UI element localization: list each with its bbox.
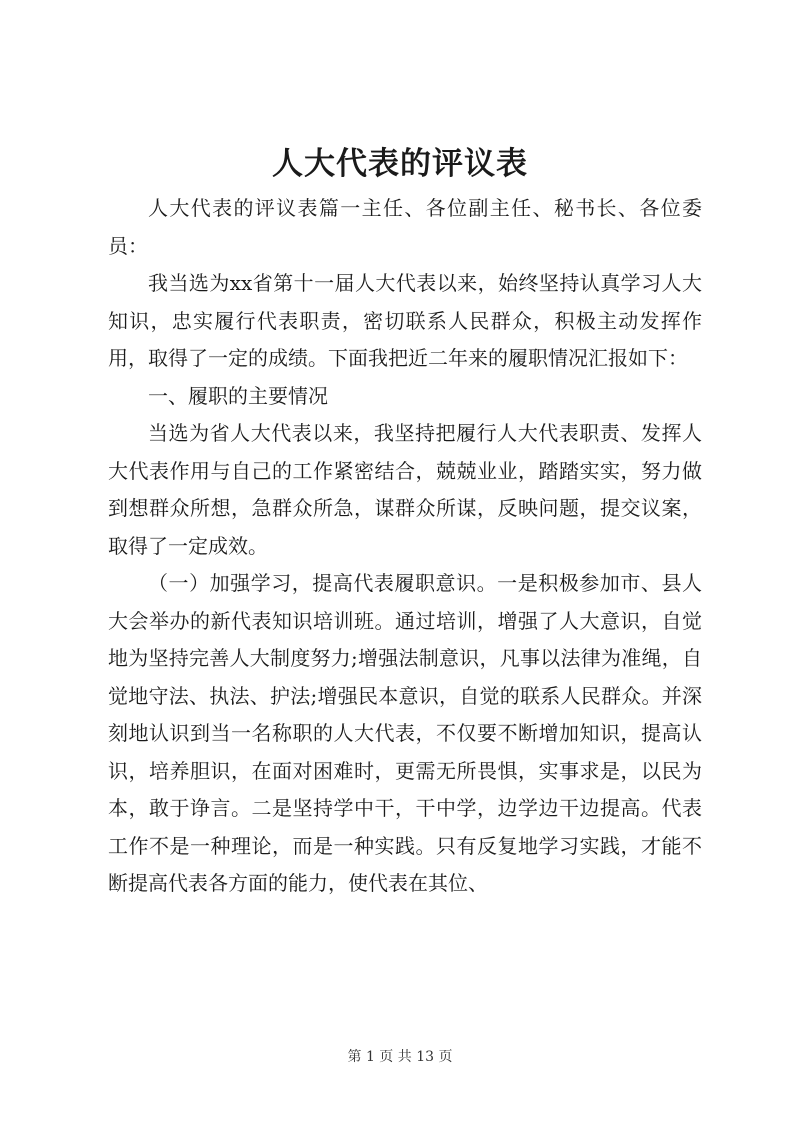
section-heading: 一、履职的主要情况 [148, 383, 328, 408]
paragraph-overview: 当选为省人大代表以来，我坚持把履行人大代表职责、发挥人大代表作用与自己的工作紧密结合，兢兢业业，踏踏实实，努力做到想群众所想，急群众所急，谋群众所谋，反映问题，提交议案，取得了一定成效。 [108, 421, 702, 558]
paragraph-salutation: 人大代表的评议表篇一主任、各位副主任、秘书长、各位委员： [108, 196, 702, 258]
paragraph-intro: 我当选为xx省第十一届人大代表以来，始终坚持认真学习人大知识，忠实履行代表职责，密切联系人民群众，积极主动发挥作用，取得了一定的成绩。下面我把近二年来的履职情况汇报如下： [108, 271, 702, 370]
paragraph-study: （一）加强学习，提高代表履职意识。一是积极参加市、县人大会举办的新代表知识培训班。通过培训，增强了人大意识，自觉地为坚持完善人大制度努力;增强法制意识，凡事以法律为准绳，自觉地守法、执法、护法;增强民本意识，自觉的联系人民群众。并深刻地认识到当一名称职的人大代表，不仅要不断增加知识，提高认识，培养胆识，在面对困难时，更需无所畏惧，实事求是，以民为本，敢于诤言。二是坚持学中干，干中学，边学边干边提高。代表工作不是一种理论，而是一种实践。只有反复地学习实践，才能不断提高代表各方面的能力，使代表在其位、 [108, 571, 702, 895]
document-body [108, 190, 702, 903]
page-number: 第 1 页 共 13 页 [347, 1049, 453, 1065]
document-title: 人大代表的评议表 [272, 146, 528, 182]
